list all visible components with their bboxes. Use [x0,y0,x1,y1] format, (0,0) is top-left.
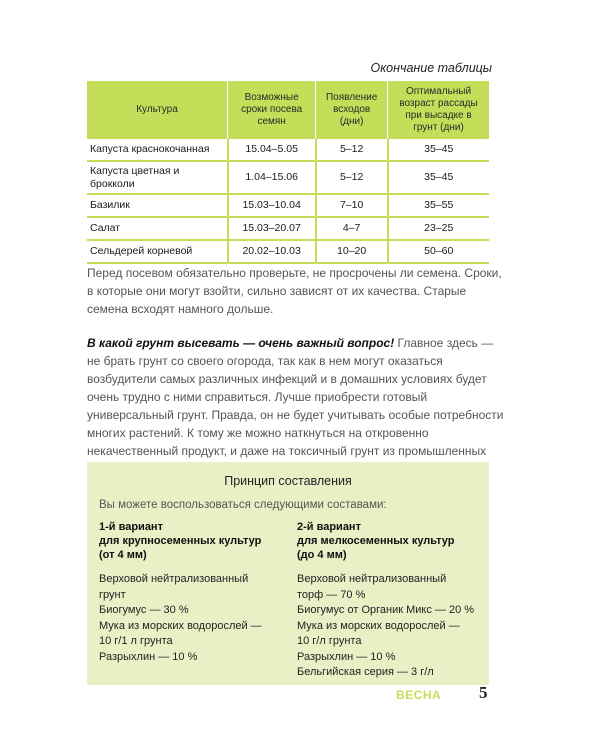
variant-1-subtitle: для крупносеменных культур [99,535,262,547]
header-sowing-dates: Возможные сроки посева семян [228,81,316,139]
variant-1-line: 10 г/1 л грунта [99,635,173,647]
variant-2-line: Бельгийская серия — 3 г/л [297,666,434,678]
cell-crop: Сельдерей корневой [87,240,228,263]
box-title: Принцип составления [224,474,352,488]
variant-1 [99,520,289,665]
variant-2-subtitle: для мелкосеменных культур [297,535,455,547]
cell-germination: 5–12 [316,139,388,161]
variant-1-line: Верховой нейтрализованный [99,573,249,585]
table-caption: Окончание таблицы [370,61,492,75]
variant-1-line: грунт [99,588,126,601]
variant-2-line: Мука из морских водорослей — [297,619,460,632]
paragraph-seed-check: Перед посевом обязательно проверьте, не просрочены ли семена. Сроки, в которые они могут взойти, сильно зависят от их качества. Старые семена всходят намного дольше. [87,266,502,316]
variant-1-line: Мука из морских водорослей — [99,619,262,632]
table-row [87,161,489,194]
cell-sowing-dates: 15.03–10.04 [228,194,316,217]
cell-crop: Капуста краснокочанная [87,139,228,161]
variant-2-size: (до 4 мм) [297,549,347,561]
cell-germination: 4–7 [316,217,388,240]
variant-1-heading [99,520,289,562]
cell-germination: 7–10 [316,194,388,217]
variant-2 [297,520,487,681]
sowing-table [87,81,489,264]
cell-germination: 5–12 [316,161,388,194]
cell-sowing-dates: 1.04–15.06 [228,161,316,194]
cell-seedling-age: 50–60 [388,240,489,263]
variant-2-heading [297,520,487,562]
cell-seedling-age: 35–45 [388,139,489,161]
cell-sowing-dates: 20.02–10.03 [228,240,316,263]
variant-2-line: Биогумус от Органик Микс — 20 % [297,604,475,616]
section-label: ВЕСНА [396,688,442,702]
variant-2-line: 10 г/л грунта [297,635,362,647]
paragraph-soil-highlight: В какой грунт высевать — очень важный вопрос! [87,336,395,350]
variant-2-line: Разрыхлин — 10 % [297,650,396,663]
table-row [87,194,489,217]
cell-seedling-age: 23–25 [388,217,489,240]
header-seedling-age: Оптимальный возраст рассады при высадке в грунт (дни) [388,81,489,139]
cell-germination: 10–20 [316,240,388,263]
table-row [87,217,489,240]
variant-2-line: торф — 70 % [297,588,366,601]
paragraph-soil [87,334,507,478]
cell-seedling-age: 35–45 [388,161,489,194]
header-crop: Культура [87,81,228,139]
variant-1-line: Разрыхлин — 10 % [99,650,198,663]
table-row [87,139,489,161]
composition-box [87,462,489,685]
header-germination: Появление всходов (дни) [316,81,388,139]
paragraph-soil-text: Главное здесь — не брать грунт со своего огорода, так как в нем могут оказаться возбудители самых различных инфекций и в домашних условиях будет очень трудно с ними справиться. Лучше приобрести готовый универсальный грунт. Правда, он не будет учитывать особые потребности многих растений. К тому же можно наткнуться на откровенно некачественный продукт, и даже на токсичный грунт из промышленных [87,336,504,458]
table-row [87,240,489,263]
cell-crop: Салат [87,217,228,240]
cell-seedling-age: 35–55 [388,194,489,217]
variant-2-title: 2-й вариант [297,521,361,533]
table-header-row [87,81,489,139]
cell-crop: Базилик [87,194,228,217]
variant-2-line: Верховой нейтрализованный [297,573,447,585]
variant-1-line: Биогумус — 30 % [99,604,189,616]
variant-1-size: (от 4 мм) [99,549,147,561]
cell-crop: Капуста цветная и брокколи [87,161,228,194]
cell-sowing-dates: 15.04–5.05 [228,139,316,161]
variant-1-title: 1-й вариант [99,521,163,533]
page-number: 5 [479,683,488,702]
box-intro: Вы можете воспользоваться следующими составами: [99,499,387,511]
cell-sowing-dates: 15.03–20.07 [228,217,316,240]
